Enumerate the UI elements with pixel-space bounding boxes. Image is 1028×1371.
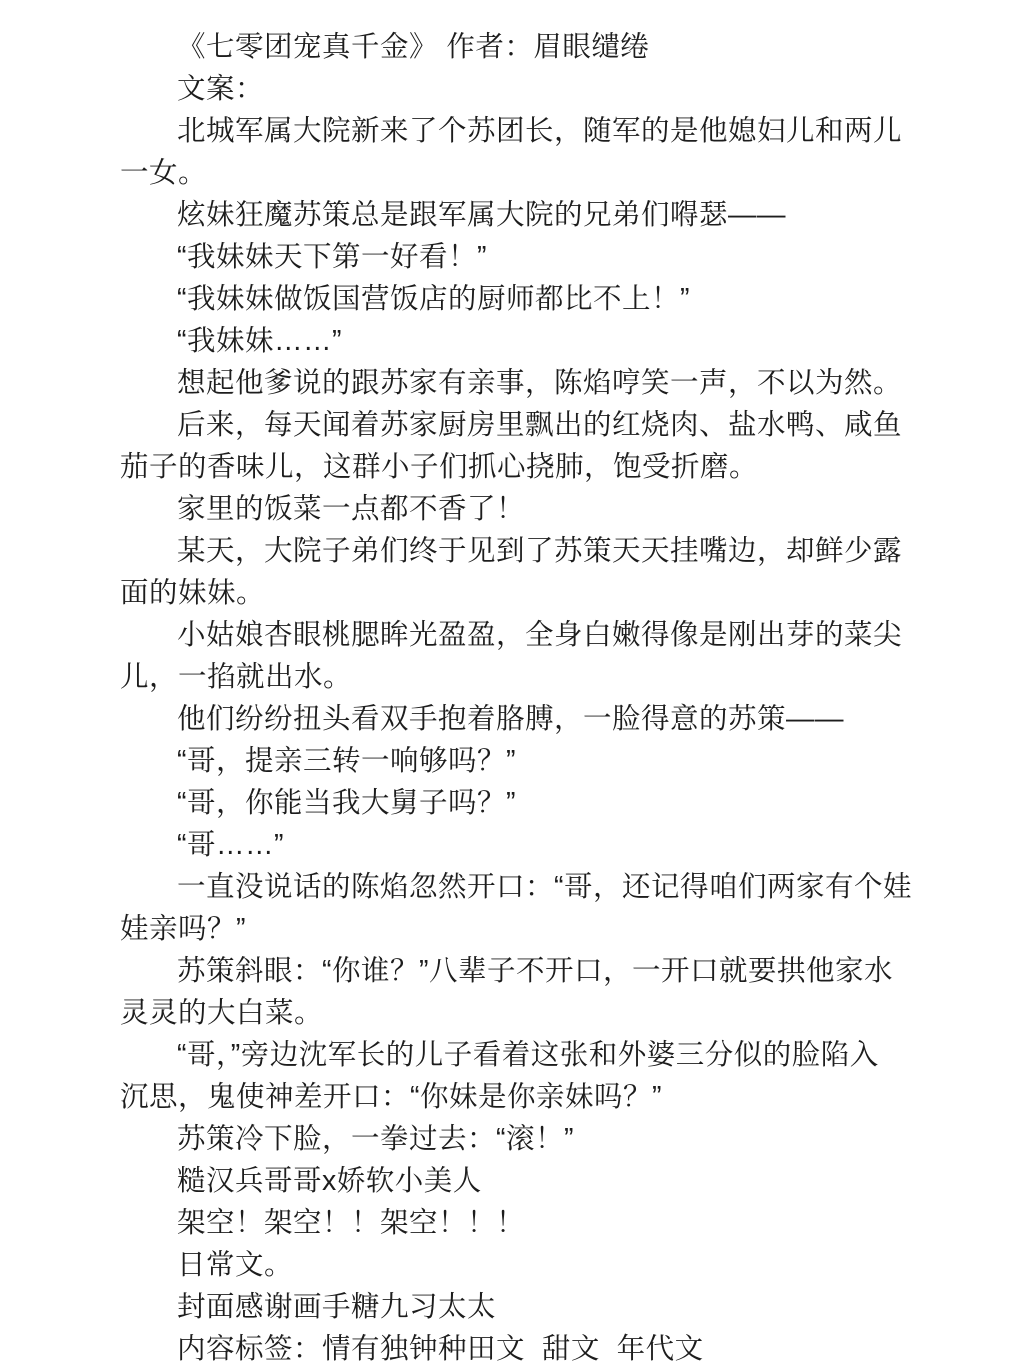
text-line: “哥……” [177,829,284,861]
text-line: “我妹妹做饭国营饭店的厨师都比不上！” [177,283,690,315]
text-line: 糙汉兵哥哥x娇软小美人 [177,1165,482,1197]
text-line: 《七零团宠真千金》 作者：眉眼缱绻 [177,31,650,63]
text-line: 沉思，鬼使神差开口：“你妹是你亲妹吗？” [120,1081,662,1113]
text-line: “哥，提亲三转一响够吗？” [177,745,516,777]
text-line: 面的妹妹。 [120,577,266,609]
text-line: 日常文。 [177,1249,294,1281]
text-line: 想起他爹说的跟苏家有亲事，陈焰哼笑一声，不以为然。 [177,367,903,399]
text-line: “我妹妹天下第一好看！” [177,241,487,273]
text-line: 儿，一掐就出水。 [120,661,353,693]
text-line: 他们纷纷扭头看双手抱着胳膊，一脸得意的苏策—— [177,703,845,735]
text-line: 苏策冷下脸，一拳过去：“滚！” [177,1123,574,1155]
text-line: 家里的饭菜一点都不香了！ [177,493,526,525]
blurb-text-block [120,26,918,1370]
text-line: 娃亲吗？” [120,913,246,945]
text-line: 一直没说话的陈焰忽然开口：“哥，还记得咱们两家有个娃 [177,871,912,903]
text-line: “我妹妹……” [177,325,342,357]
text-line: 后来，每天闻着苏家厨房里飘出的红烧肉、盐水鸭、咸鱼 [177,409,903,441]
text-line: 北城军属大院新来了个苏团长，随军的是他媳妇儿和两儿 [177,115,903,147]
text-line: 苏策斜眼：“你谁？”八辈子不开口，一开口就要拱他家水 [177,955,893,987]
text-line: 灵灵的大白菜。 [120,997,324,1029]
text-line: 封面感谢画手糖九习太太 [177,1291,497,1323]
text-line: “哥，”旁边沈军长的儿子看着这张和外婆三分似的脸陷入 [177,1039,879,1071]
text-line: 茄子的香味儿，这群小子们抓心挠肺，饱受折磨。 [120,451,759,483]
text-line: 一女。 [120,157,208,189]
text-line: 某天，大院子弟们终于见到了苏策天天挂嘴边，却鲜少露 [177,535,903,567]
text-line: 文案： [177,73,265,105]
text-line: 架空！架空！！架空！！！ [177,1207,526,1239]
text-line: 小姑娘杏眼桃腮眸光盈盈，全身白嫩得像是刚出芽的菜尖 [177,619,903,651]
text-line: 内容标签：情有独钟种田文 甜文 年代文 [177,1333,704,1365]
text-line: “哥，你能当我大舅子吗？” [177,787,516,819]
text-line: 炫妹狂魔苏策总是跟军属大院的兄弟们嘚瑟—— [177,199,787,231]
